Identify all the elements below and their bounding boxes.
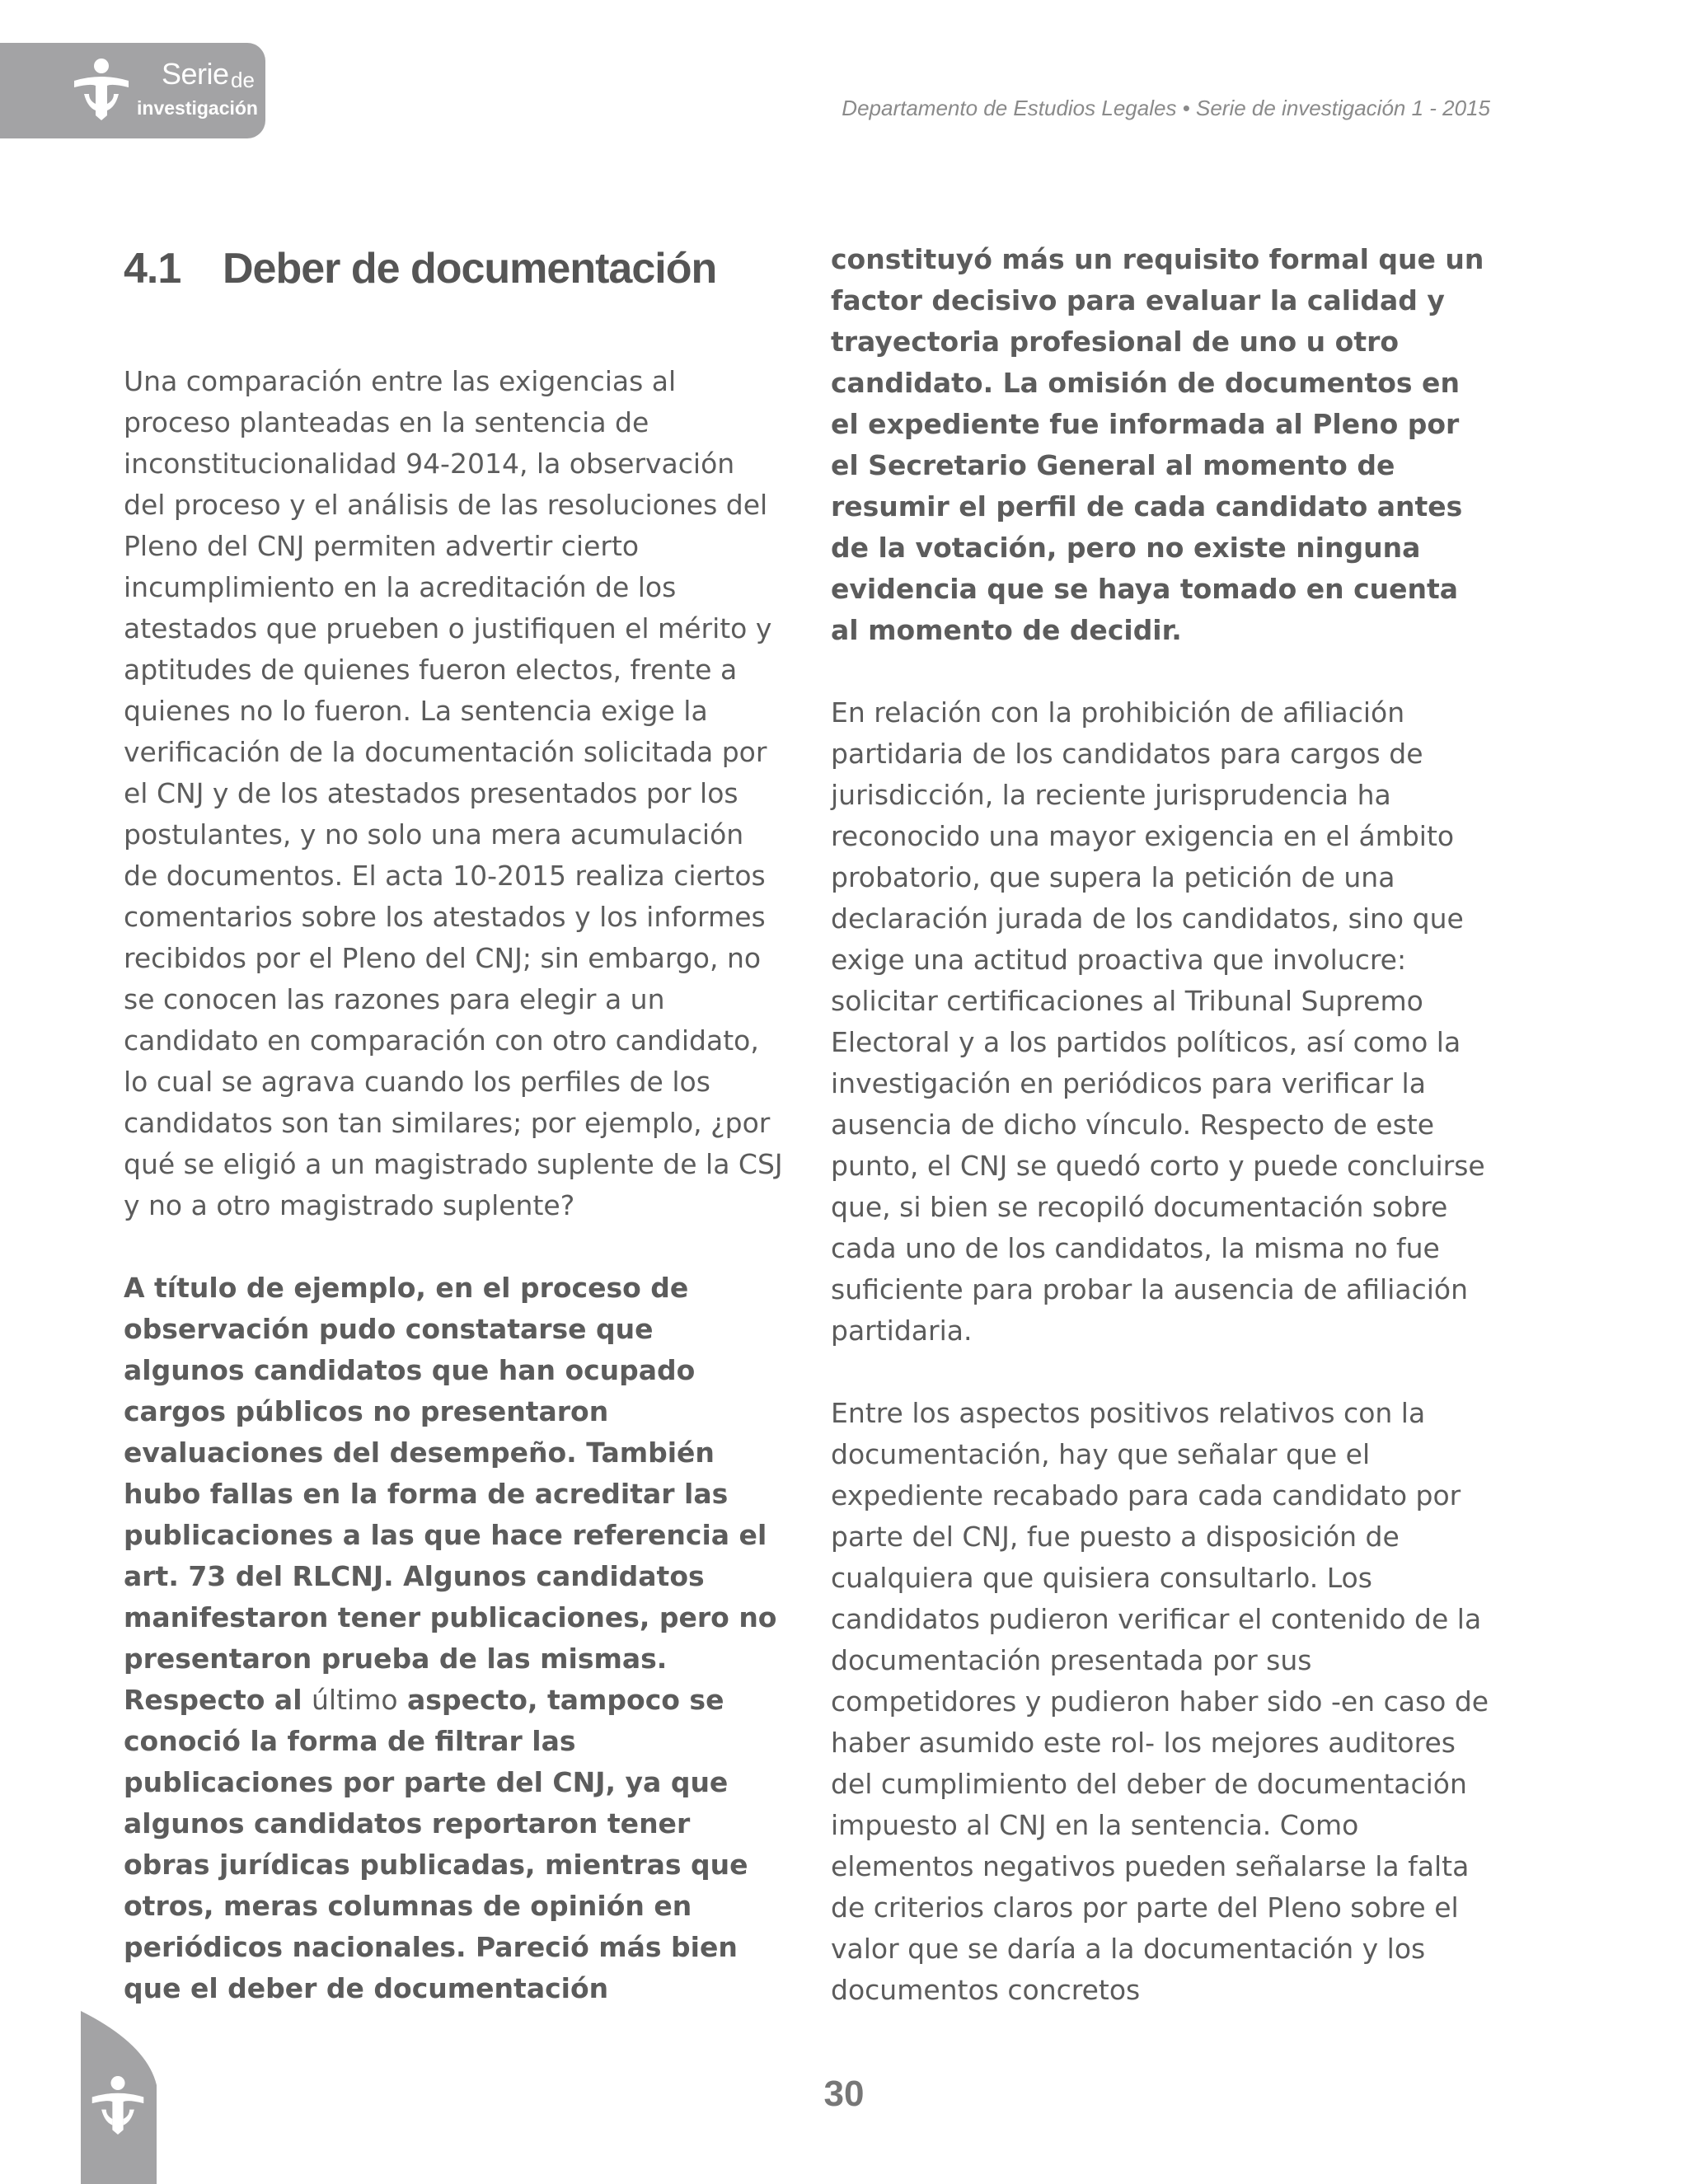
series-badge xyxy=(0,43,265,138)
section-title: Deber de documentación xyxy=(223,245,717,293)
right-column xyxy=(831,239,1490,2052)
page-number: 30 xyxy=(823,2074,865,2114)
text-run: A título de ejemplo, en el proceso de observación pudo constatarse que algunos candidatos que han ocupado cargos públicos no presentaron evaluaciones del desempeño. También hubo fallas en la forma de acreditar las publicaciones a las que hace referencia el art. 73 del RLCNJ. Algunos candidatos manifestaron tener publicaciones, pero no presentaron prueba de las mismas. Respecto al xyxy=(124,1272,777,1716)
paragraph-bold xyxy=(124,1268,783,2009)
paragraph-bold: constituyó más un requisito formal que un factor decisivo para evaluar la calidad y trayectoria profesional de uno u otro candidato. La omisión de documentos en el expediente fue informada al Pleno por el Secretario General al momento de resumir el perfil de cada candidato antes de la votación, pero no existe ninguna evidencia que se haya tomado en cuenta al momento de decidir. xyxy=(831,243,1484,646)
series-word: Serie xyxy=(162,57,229,91)
paragraph: Entre los aspectos positivos relativos con la documentación, hay que señalar que el expediente recabado para cada candidato por parte del CNJ, fue puesto a disposición de cualquiera que quisiera consultarlo. Los candidatos pudieron verificar el contenido de la documentación presentada por sus competidores y pudieron haber sido -en caso de haber asumido este rol- los mejores auditores del cumplimiento del deber de documentación impuesto al CNJ en la sentencia. Como elementos negativos pueden señalarse la falta de criterios claros por parte del Pleno sobre el valor que se daría a la documentación y los documentos concretos xyxy=(831,1397,1489,2006)
text-run-regular: último xyxy=(312,1684,398,1716)
left-column xyxy=(124,361,783,2050)
text-run: aspecto, tampoco se conoció la forma de filtrar las publicaciones por parte del CNJ, ya que algunos candidatos reportaron tener obras jurídicas publicadas, mientras que otros, meras columnas de opinión en periódicos nacionales. Pareció más bien que el deber de documentación xyxy=(124,1684,748,2004)
running-head: Departamento de Estudios Legales • Serie de investigación 1 - 2015 xyxy=(842,96,1490,120)
series-of: de xyxy=(231,68,255,92)
section-number: 4.1 xyxy=(124,245,181,293)
series-name: investigación xyxy=(137,97,258,119)
person-figure-icon xyxy=(73,58,130,120)
paragraph: En relación con la prohibición de afiliación partidaria de los candidatos para cargos de jurisdicción, la reciente jurisprudencia ha reconocido una mayor exigencia en el ámbito probatorio, que supera la petición de una declaración jurada de los candidatos, sino que exige una actitud proactiva que involucre: solicitar certificaciones al Tribunal Supremo Electoral y a los partidos políticos, así como la investigación en periódicos para verificar la ausencia de dicho vínculo. Respecto de este punto, el CNJ se quedó corto y puede concluirse que, si bien se recopiló documentación sobre cada uno de los candidatos, la misma no fue suficiente para probar la ausencia de afiliación partidaria. xyxy=(831,696,1485,1347)
section-heading xyxy=(124,239,716,298)
paragraph: Una comparación entre las exigencias al proceso planteadas en la sentencia de inconstitucionalidad 94-2014, la observación del proceso y el análisis de las resoluciones del Pleno del CNJ permiten advertir cierto incumplimiento en la acreditación de los atestados que prueben o justifiquen el mérito y aptitudes de quienes fueron electos, frente a quienes no lo fueron. La sentencia exige la verificación de la documentación solicitada por el CNJ y de los atestados presentados por los postulantes, y no solo una mera acumulación de documentos. El acta 10-2015 realiza ciertos comentarios sobre los atestados y los informes recibidos por el Pleno del CNJ; sin embargo, no se conocen las razones para elegir a un candidato en comparación con otro candidato, lo cual se agrava cuando los perfiles de los candidatos son tan similares; por ejemplo, ¿por qué se eligió a un magistrado suplente de la CSJ y no a otro magistrado suplente? xyxy=(124,365,783,1221)
